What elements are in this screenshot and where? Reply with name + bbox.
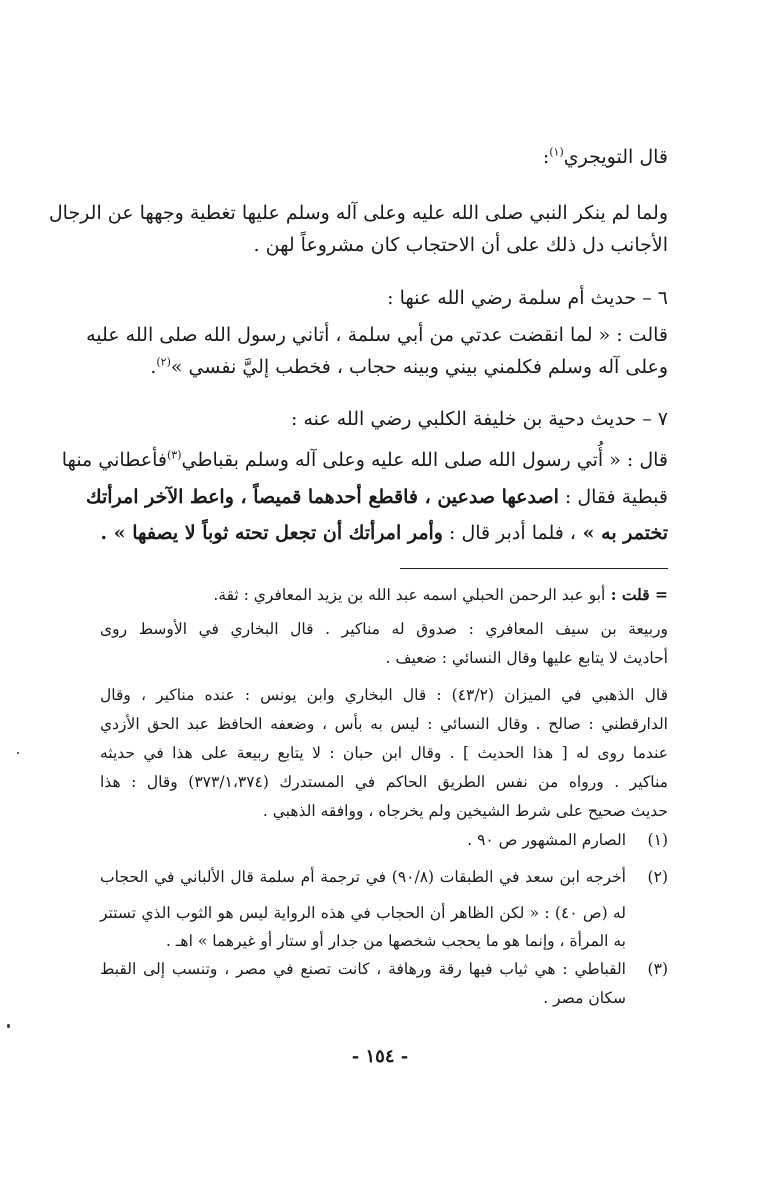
quote-text: قبطية فقال : [558,486,668,508]
quote-text: وعلى آله وسلم فكلمني بيني وبينه حجاب ، فخطب إليَّ نفسي » [170,356,668,378]
footnote-number-3: (٣) [647,960,668,978]
author-attribution: قال التويجري [563,146,668,168]
footnote-ref-3: (٣) [166,448,182,462]
footnote-text: أبو عبد الرحمن الحبلي اسمه عبد الله بن يزيد المعافري : ثقة. [213,586,606,604]
footnote-continuation-line-2: وربيعة بن سيف المعافري : صدوق له مناكير . قال البخاري في الأوسط روى [100,620,668,638]
footnote-2-line-3: به المرأة ، وإنما هو ما يحجب شخصها من جدار أو ستار أو غيرهما » اهـ . [166,932,626,950]
hadith-heading-6: ٦ – حديث أم سلمة رضي الله عنها : [387,287,668,309]
footnote-continuation-line-7: مناكير . ورواه من نفس الطريق الحاكم في المستدرك (٣٧٣/١،٣٧٤) وقال : هذا [100,773,668,791]
main-line-2: ولما لم ينكر النبي صلى الله عليه وعلى آله وسلم عليها تغطية وجهها عن الرجال [48,202,668,224]
punctuation: : [542,146,550,168]
page-number: - ١٥٤ - [351,1046,409,1067]
main-line-1 [100,142,668,172]
scan-speck [17,752,19,754]
bold-quote: وأمر امرأتك أن تجعل تحته ثوباً لا يصفها » . [100,522,443,544]
footnote-ref-1: (١) [549,145,564,159]
quote-text: ، فلما أدبر قال : [442,522,577,544]
footnote-3-line-1: القباطي : هي ثياب فيها رقة ورهافة ، كانت تصنع في مصر ، وتنسب إلى القبط [100,960,626,978]
main-line-8 [61,445,668,475]
main-line-9 [85,482,668,512]
punctuation: . [150,356,157,378]
footnote-continuation-line-5: الدارقطني : صالح . وقال النسائي : ليس به بأس ، وضعفه الحافظ عبد الحق الأزدي [100,715,668,733]
quote-text: فأعطاني منها [61,449,167,471]
footnote-2-line-2: له (ص ٤٠) : « لكن الظاهر أن الحجاب في هذه الرواية ليس هو الثوب الذي تستتر [100,904,626,922]
bold-quote: اصدعها صدعين ، فاقطع أحدهما قميصاً ، واعط الآخر امرأتك [85,486,559,508]
footnote-continuation-line-4: قال الذهبي في الميزان (٤٣/٢) : قال البخاري وابن يونس : عنده مناكير ، وقال [100,686,668,704]
scan-speck [7,1024,10,1028]
main-line-3: الأجانب دل ذلك على أن الاحتجاب كان مشروعاً لهن . [253,234,668,256]
footnote-2-line-1: أخرجه ابن سعد في الطبقات (٩٠/٨) في ترجمة أم سلمة قال الألباني في الحجاب [100,868,626,886]
footnote-ref-2: (٢) [156,355,171,369]
main-line-6 [100,352,668,382]
footnote-continuation-line-3: أحاديث لا يتابع عليها وقال النسائي : ضعيف . [385,649,668,667]
main-line-10 [100,518,668,548]
main-line-5: قالت : « لما انقضت عدتي من أبي سلمة ، أتاني رسول الله صلى الله عليه [86,324,668,346]
footnote-3-line-2: سكان مصر . [543,989,626,1007]
footnote-divider [400,568,668,569]
footnote-label: = قلت : [605,585,668,604]
footnote-continuation-line-8: حديث صحيح على شرط الشيخين ولم يخرجاه ، ووافقه الذهبي . [262,802,668,820]
hadith-heading-7: ٧ – حديث دحية بن خليفة الكلبي رضي الله عنه : [291,408,668,430]
bold-quote: تختمر به » [576,522,668,544]
footnote-number-1: (١) [647,831,668,849]
footnote-1-text: الصارم المشهور ص ٩٠ . [467,831,626,849]
footnote-continuation-line-1 [100,582,668,608]
footnote-number-2: (٢) [647,868,668,886]
footnote-continuation-line-6: عندما روى له [ هذا الحديث ] . وقال ابن حبان : لا يتابع ربيعة على هذا في حديثه [100,744,668,762]
quote-text: قال : « أُتي رسول الله صلى الله عليه وعلى آله وسلم بقباطي [181,449,668,471]
